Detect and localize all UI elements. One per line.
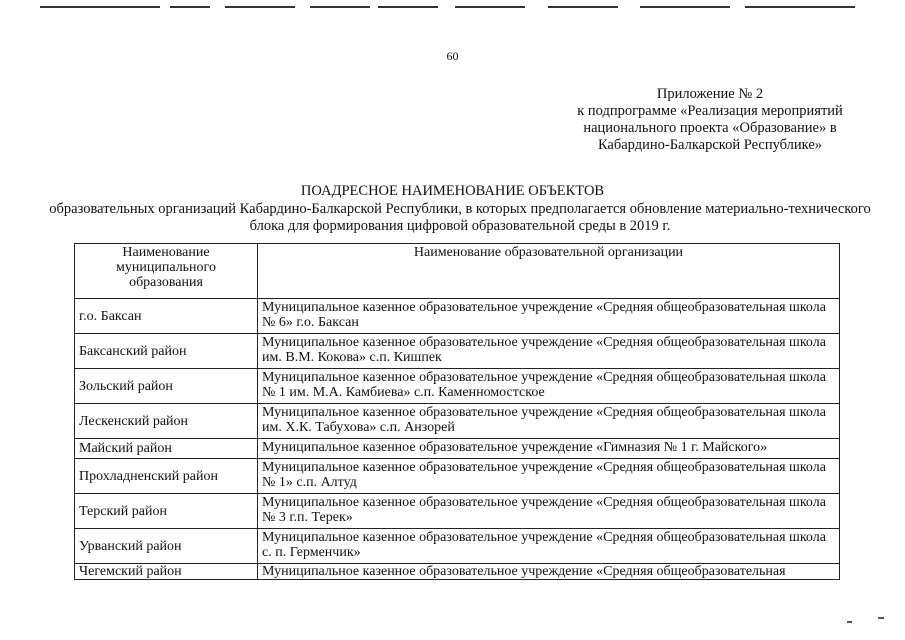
organization-cell: Муниципальное казенное образовательное учреждение «Гимназия № 1 г. Майского» — [258, 439, 840, 459]
organization-cell: Муниципальное казенное образовательное учреждение «Средняя общеобразовательная школа № 1 им. М.А. Камбиева» с.п. Каменномостское — [258, 369, 840, 404]
appendix-line: к подпрограмме «Реализация мероприятий — [577, 103, 843, 119]
table-row — [75, 564, 840, 580]
document-title: ПОАДРЕСНОЕ НАИМЕНОВАНИЕ ОБЪЕКТОВ — [300, 183, 605, 199]
appendix-line: Приложение № 2 — [656, 86, 764, 102]
organization-cell: Муниципальное казенное образовательное учреждение «Средняя общеобразовательная школа № 3 г.п. Терек» — [258, 494, 840, 529]
page-number: 60 — [446, 49, 459, 63]
table-row — [75, 334, 840, 369]
table-row — [75, 459, 840, 494]
document-subtitle: образовательных организаций Кабардино-Балкарской Республики, в которых предполагается обновление материально-технического блока для формирования цифровой образовательной среды в 2019 г. — [49, 201, 871, 234]
municipality-cell: Прохладненский район — [75, 459, 258, 494]
municipality-cell: Баксанский район — [75, 334, 258, 369]
table-row — [75, 369, 840, 404]
municipality-cell: г.о. Баксан — [75, 299, 258, 334]
appendix-line: Кабардино-Балкарской Республике» — [597, 137, 823, 153]
municipality-cell: Лескенский район — [75, 404, 258, 439]
table-header-row — [75, 244, 840, 299]
appendix-line: национального проекта «Образование» в — [583, 120, 837, 136]
organization-cell: Муниципальное казенное образовательное учреждение «Средняя общеобразовательная школа им. В.М. Кокова» с.п. Кишпек — [258, 334, 840, 369]
table-row — [75, 299, 840, 334]
header-municipality: Наименование муниципального образования — [75, 244, 258, 299]
table-row — [75, 404, 840, 439]
objects-table — [74, 243, 840, 580]
scan-top-edge-line — [0, 6, 905, 10]
municipality-cell: Терский район — [75, 494, 258, 529]
table-row — [75, 529, 840, 564]
table-row — [75, 494, 840, 529]
municipality-cell: Зольский район — [75, 369, 258, 404]
municipality-cell: Чегемский район — [75, 564, 258, 580]
municipality-cell: Майский район — [75, 439, 258, 459]
organization-cell: Муниципальное казенное образовательное учреждение «Средняя общеобразовательная школа № 6» г.о. Баксан — [258, 299, 840, 334]
table-row — [75, 439, 840, 459]
appendix-note — [560, 86, 860, 154]
organization-cell: Муниципальное казенное образовательное учреждение «Средняя общеобразовательная — [258, 564, 840, 580]
organization-cell: Муниципальное казенное образовательное учреждение «Средняя общеобразовательная школа им. Х.К. Табухова» с.п. Анзорей — [258, 404, 840, 439]
organization-cell: Муниципальное казенное образовательное учреждение «Средняя общеобразовательная школа № 1» с.п. Алтуд — [258, 459, 840, 494]
municipality-cell: Урванский район — [75, 529, 258, 564]
header-organization: Наименование образовательной организации — [258, 244, 840, 299]
organization-cell: Муниципальное казенное образовательное учреждение «Средняя общеобразовательная школа с. п. Герменчик» — [258, 529, 840, 564]
